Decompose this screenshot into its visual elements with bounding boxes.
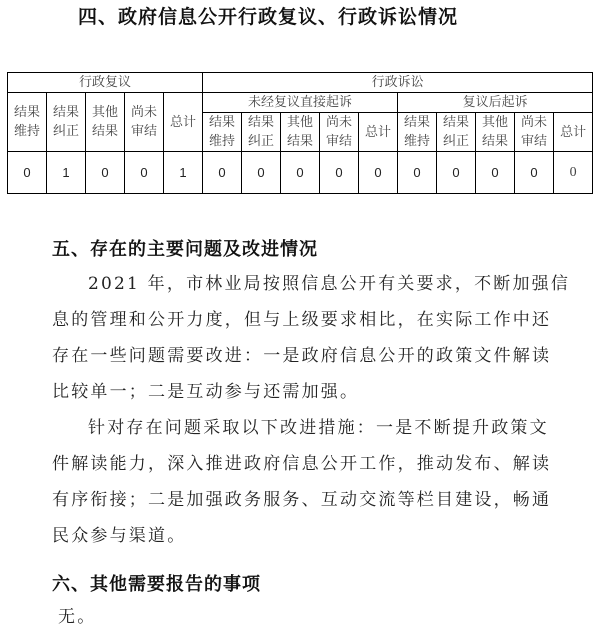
col-header: 尚未 审结 xyxy=(125,93,164,152)
review-value-corrected: 1 xyxy=(47,152,86,194)
paragraph-line: 无。 xyxy=(58,607,97,627)
header-admin-litigation: 行政诉讼 xyxy=(203,73,593,93)
col-header: 结果 纠正 xyxy=(437,113,476,152)
paragraph-line: 针对存在问题采取以下改进措施：一是不断提升政策文 xyxy=(88,418,549,438)
paragraph-line: 件解读能力，深入推进政府信息公开工作，推动发布、解读 xyxy=(52,454,552,474)
section-5-paragraph-2 xyxy=(52,410,574,554)
col-header-total: 总计 xyxy=(554,113,593,152)
after-value-upheld: 0 xyxy=(398,152,437,194)
col-header: 结果 纠正 xyxy=(242,113,281,152)
col-header: 其他 结果 xyxy=(281,113,320,152)
section-4-title: 四、政府信息公开行政复议、行政诉讼情况 xyxy=(78,6,459,28)
section-5-title: 五、存在的主要问题及改进情况 xyxy=(52,239,318,260)
paragraph-line: 2021 年，市林业局按照信息公开有关要求，不断加强信 xyxy=(88,274,571,294)
col-header: 其他 结果 xyxy=(86,93,125,152)
direct-value-upheld: 0 xyxy=(203,152,242,194)
col-header: 结果 维持 xyxy=(8,93,47,152)
direct-value-pending: 0 xyxy=(320,152,359,194)
review-value-total: 1 xyxy=(164,152,203,194)
header-admin-review: 行政复议 xyxy=(8,73,203,93)
col-header: 其他 结果 xyxy=(476,113,515,152)
direct-value-corrected: 0 xyxy=(242,152,281,194)
after-value-corrected: 0 xyxy=(437,152,476,194)
col-header: 尚未 审结 xyxy=(320,113,359,152)
section-5-paragraph-1 xyxy=(52,266,574,410)
direct-value-other: 0 xyxy=(281,152,320,194)
paragraph-line: 有序衔接；二是加强政务服务、互动交流等栏目建设，畅通 xyxy=(52,490,552,510)
header-after-review-litigation: 复议后起诉 xyxy=(398,93,593,113)
after-value-pending: 0 xyxy=(515,152,554,194)
table-row xyxy=(8,152,593,194)
review-value-pending: 0 xyxy=(125,152,164,194)
after-value-total: 0 xyxy=(554,152,593,194)
col-header: 结果 维持 xyxy=(398,113,437,152)
after-value-other: 0 xyxy=(476,152,515,194)
col-header: 结果 维持 xyxy=(203,113,242,152)
paragraph-line: 民众参与渠道。 xyxy=(52,526,187,546)
review-value-upheld: 0 xyxy=(8,152,47,194)
col-header: 结果 纠正 xyxy=(47,93,86,152)
section-6-title: 六、其他需要报告的事项 xyxy=(52,574,261,595)
direct-value-total: 0 xyxy=(359,152,398,194)
review-litigation-table xyxy=(7,72,593,194)
review-value-other: 0 xyxy=(86,152,125,194)
section-6-body xyxy=(58,599,580,635)
paragraph-line: 存在一些问题需要改进：一是政府信息公开的政策文件解读 xyxy=(52,346,552,366)
col-header-total: 总计 xyxy=(359,113,398,152)
col-header-total: 总计 xyxy=(164,93,203,152)
paragraph-line: 息的管理和公开力度，但与上级要求相比，在实际工作中还 xyxy=(52,310,552,330)
col-header: 尚未 审结 xyxy=(515,113,554,152)
paragraph-line: 比较单一；二是互动参与还需加强。 xyxy=(52,382,360,402)
header-direct-litigation: 未经复议直接起诉 xyxy=(203,93,398,113)
